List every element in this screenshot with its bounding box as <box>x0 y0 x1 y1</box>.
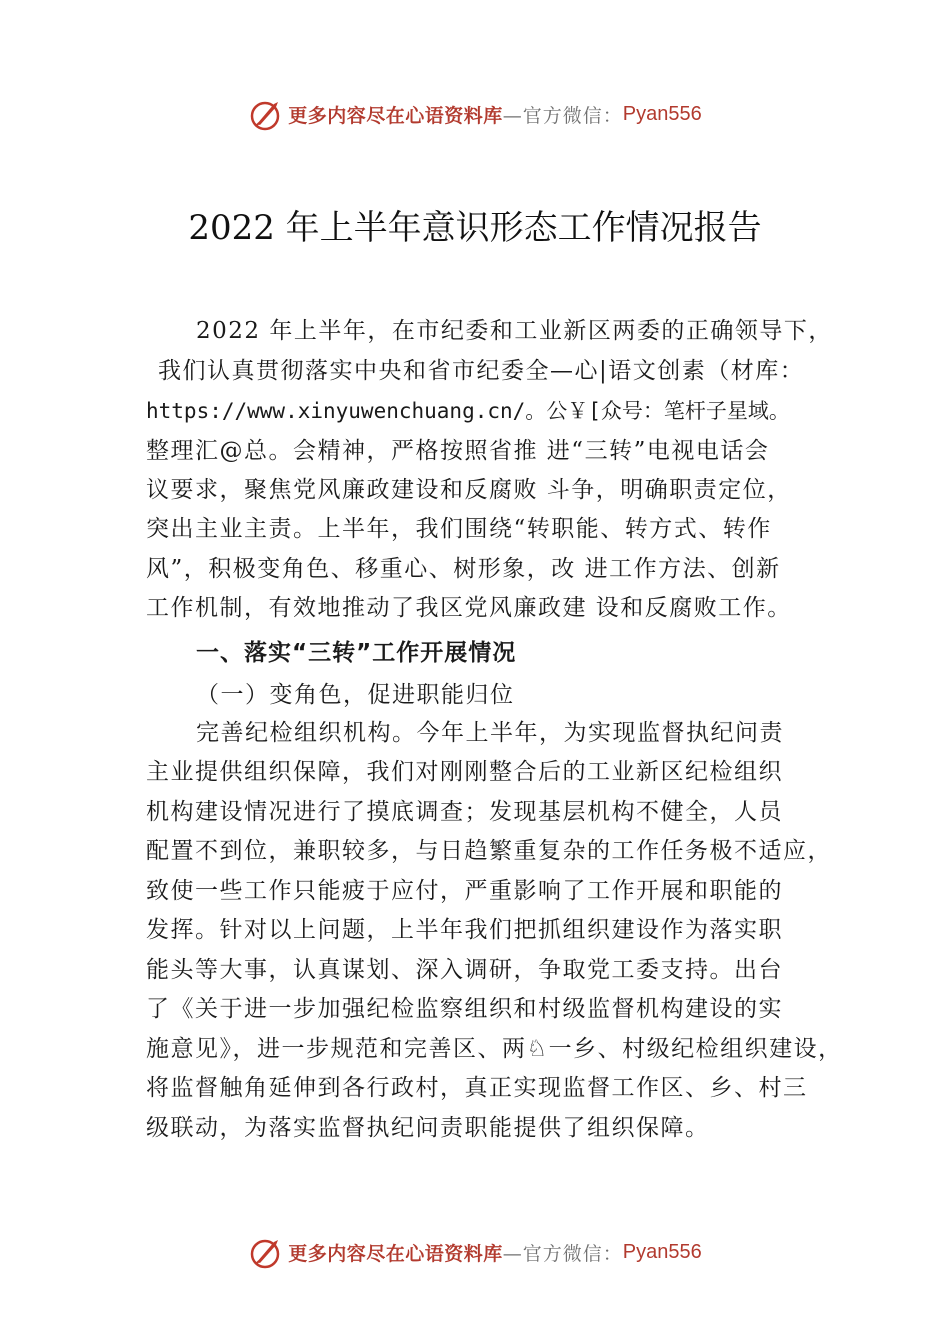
paragraph-line: 施意见》，进一步规范和完善区、两♘一乡、村级纪检组织建设， <box>146 1036 843 1062</box>
paragraph-line: 将监督触角延伸到各行政村，真正实现监督工作区、乡、村三 <box>146 1075 808 1101</box>
quill-logo-icon <box>248 96 284 132</box>
banner-wechat-label: —官方微信： <box>502 104 623 127</box>
section-heading: 一、落实“三转”工作开展情况 <box>196 640 517 666</box>
paragraph-line: 议要求，聚焦党风廉政建设和反腐败 斗争，明确职责定位， <box>146 477 792 503</box>
paragraph-line: 我们认真贯彻落实中央和省市纪委全—心|语文创素（材库： <box>158 358 805 384</box>
paragraph-line: 整理汇@总。会精神，严格按照省推 进“三转”电视电话会 <box>146 438 770 464</box>
paragraph-line: 主业提供组织保障，我们对刚刚整合后的工业新区纪检组织 <box>146 759 783 785</box>
banner-wechat-handle: Pyan556 <box>622 102 702 125</box>
banner-brand-text: 更多内容尽在心语资料库 <box>288 104 503 127</box>
footer-banner <box>0 1232 950 1272</box>
paragraph-line: 了《关于进一步加强纪检监察组织和村级监督机构建设的实 <box>146 996 783 1022</box>
paragraph-line: 致使一些工作只能疲于应付，严重影响了工作开展和职能的 <box>146 878 783 904</box>
document-title: 2022 年上半年意识形态工作情况报告 <box>188 208 762 248</box>
paragraph-line: 工作机制，有效地推动了我区党风廉政建 设和反腐败工作。 <box>146 595 792 621</box>
banner-brand-text: 更多内容尽在心语资料库 <box>288 1242 503 1265</box>
paragraph-line: 机构建设情况进行了摸底调查；发现基层机构不健全，人员 <box>146 799 783 825</box>
paragraph-line: 风”，积极变角色、移重心、树形象，改 进工作方法、创新 <box>146 556 781 582</box>
quill-logo-icon <box>248 1234 284 1270</box>
paragraph-line: 完善纪检组织机构。今年上半年，为实现监督执纪问责 <box>196 720 784 746</box>
paragraph-line: 能头等大事，认真谋划、深入调研，争取党工委支持。出台 <box>146 957 783 983</box>
banner-wechat-handle: Pyan556 <box>622 1240 702 1263</box>
paragraph-line: https://www.xinyuwenchuang.cn/。公￥[众号：笔杆子星域。 <box>146 399 790 423</box>
banner-wechat-label: —官方微信： <box>502 1242 623 1265</box>
paragraph-line: 配置不到位，兼职较多，与日趋繁重复杂的工作任务极不适应， <box>146 838 832 864</box>
paragraph-line: 突出主业主责。上半年，我们围绕“转职能、转方式、转作 <box>146 516 772 542</box>
paragraph-line: 级联动，为落实监督执纪问责职能提供了组织保障。 <box>146 1115 710 1141</box>
paragraph-line: 发挥。针对以上问题，上半年我们把抓组织建设作为落实职 <box>146 917 783 943</box>
header-banner <box>0 94 950 134</box>
paragraph-line: 2022 年上半年，在市纪委和工业新区两委的正确领导下， <box>196 318 833 344</box>
subsection-heading: （一）变角色，促进职能归位 <box>196 682 515 708</box>
